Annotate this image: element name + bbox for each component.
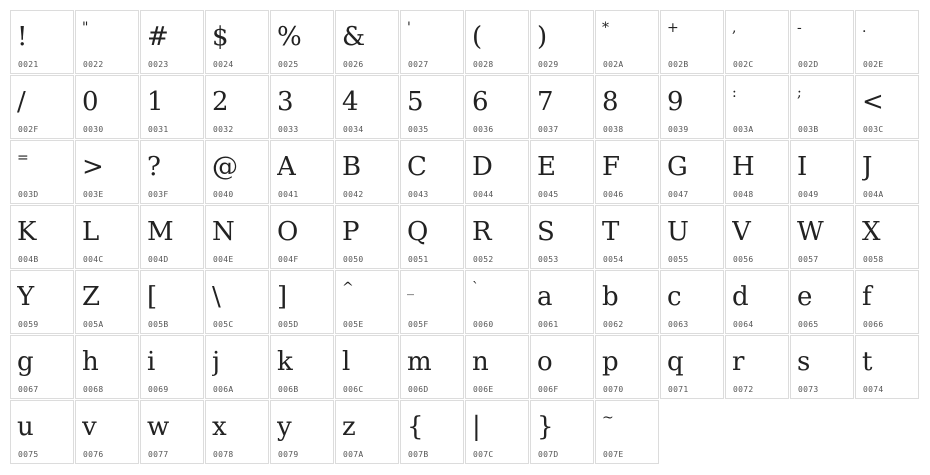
glyph-preview: Q <box>407 217 429 247</box>
glyph-preview: c <box>667 282 682 312</box>
glyph-cell[interactable] <box>465 75 529 139</box>
glyph-preview: L <box>82 217 100 247</box>
glyph-preview: { <box>407 412 424 442</box>
glyph-cell[interactable] <box>270 10 334 74</box>
glyph-preview: n <box>472 347 489 377</box>
glyph-code: 0077 <box>148 450 169 459</box>
glyph-code: 0078 <box>213 450 234 459</box>
glyph-cell[interactable] <box>10 270 74 334</box>
glyph-code: 0073 <box>798 385 819 394</box>
glyph-cell[interactable] <box>75 140 139 204</box>
glyph-code: 0038 <box>603 125 624 134</box>
glyph-cell[interactable] <box>205 75 269 139</box>
glyph-preview: [ <box>147 282 158 312</box>
glyph-code: 003B <box>798 125 819 134</box>
glyph-preview: = <box>17 150 29 166</box>
glyph-preview: H <box>732 152 755 182</box>
glyph-preview: B <box>342 152 362 182</box>
glyph-preview: " <box>82 20 89 36</box>
glyph-cell[interactable] <box>400 335 464 399</box>
glyph-code: 0071 <box>668 385 689 394</box>
glyph-cell[interactable] <box>75 270 139 334</box>
glyph-preview: g <box>17 347 34 377</box>
glyph-cell[interactable] <box>790 75 854 139</box>
glyph-cell[interactable] <box>465 400 529 464</box>
glyph-cell[interactable] <box>205 270 269 334</box>
glyph-cell[interactable] <box>270 335 334 399</box>
glyph-preview: 9 <box>667 87 684 117</box>
glyph-preview: < <box>862 87 884 117</box>
glyph-preview: o <box>537 347 553 377</box>
glyph-preview: * <box>602 20 609 36</box>
glyph-preview: @ <box>212 152 238 182</box>
glyph-cell[interactable] <box>10 400 74 464</box>
glyph-preview: 1 <box>147 87 164 117</box>
glyph-code: 0037 <box>538 125 559 134</box>
glyph-code: 0028 <box>473 60 494 69</box>
glyph-cell[interactable] <box>10 335 74 399</box>
glyph-cell[interactable] <box>660 140 724 204</box>
glyph-code: 002C <box>733 60 754 69</box>
glyph-cell[interactable] <box>725 140 789 204</box>
glyph-cell[interactable] <box>660 270 724 334</box>
glyph-code: 0029 <box>538 60 559 69</box>
glyph-cell[interactable] <box>660 75 724 139</box>
glyph-code: 006A <box>213 385 234 394</box>
glyph-grid <box>10 10 920 465</box>
glyph-cell[interactable] <box>855 270 919 334</box>
glyph-code: 0041 <box>278 190 299 199</box>
glyph-code: 0066 <box>863 320 884 329</box>
glyph-preview: V <box>732 217 751 247</box>
glyph-preview: a <box>537 282 553 312</box>
glyph-code: 005B <box>148 320 169 329</box>
glyph-preview: s <box>797 347 811 377</box>
glyph-code: 0045 <box>538 190 559 199</box>
glyph-code: 005A <box>83 320 104 329</box>
glyph-code: 002B <box>668 60 689 69</box>
glyph-preview: u <box>17 412 34 442</box>
glyph-preview: x <box>212 412 227 442</box>
glyph-preview: / <box>17 87 26 117</box>
glyph-code: 0043 <box>408 190 429 199</box>
glyph-cell[interactable] <box>855 140 919 204</box>
glyph-code: 007A <box>343 450 364 459</box>
glyph-preview: # <box>147 22 169 52</box>
glyph-cell[interactable] <box>790 270 854 334</box>
glyph-preview: m <box>407 347 432 377</box>
glyph-preview: F <box>602 152 621 182</box>
glyph-code: 0069 <box>148 385 169 394</box>
glyph-preview: ^ <box>342 280 354 296</box>
glyph-cell[interactable] <box>140 335 204 399</box>
glyph-preview: , <box>732 20 737 36</box>
glyph-cell[interactable] <box>660 10 724 74</box>
glyph-cell[interactable] <box>530 10 594 74</box>
glyph-code: 006B <box>278 385 299 394</box>
glyph-code: 0062 <box>603 320 624 329</box>
glyph-preview: 6 <box>472 87 489 117</box>
glyph-cell[interactable] <box>465 10 529 74</box>
glyph-code: 0053 <box>538 255 559 264</box>
glyph-cell[interactable] <box>725 10 789 74</box>
glyph-cell[interactable] <box>205 400 269 464</box>
glyph-code: 0057 <box>798 255 819 264</box>
glyph-preview: 4 <box>342 87 359 117</box>
glyph-preview: D <box>472 152 493 182</box>
glyph-cell[interactable] <box>595 10 659 74</box>
glyph-preview: K <box>17 217 37 247</box>
glyph-cell[interactable] <box>140 140 204 204</box>
glyph-cell[interactable] <box>855 75 919 139</box>
glyph-code: 0060 <box>473 320 494 329</box>
glyph-preview: h <box>82 347 99 377</box>
glyph-cell[interactable] <box>400 400 464 464</box>
glyph-preview: | <box>472 412 481 442</box>
glyph-preview: } <box>537 412 554 442</box>
glyph-cell[interactable] <box>75 335 139 399</box>
glyph-code: 005C <box>213 320 234 329</box>
glyph-cell[interactable] <box>335 400 399 464</box>
glyph-code: 0076 <box>83 450 104 459</box>
glyph-code: 0050 <box>343 255 364 264</box>
glyph-cell[interactable] <box>790 10 854 74</box>
glyph-cell[interactable] <box>725 335 789 399</box>
glyph-code: 0051 <box>408 255 429 264</box>
glyph-code: 0054 <box>603 255 624 264</box>
glyph-preview: J <box>862 152 873 182</box>
glyph-code: 0070 <box>603 385 624 394</box>
glyph-code: 0044 <box>473 190 494 199</box>
glyph-preview: T <box>602 217 620 247</box>
glyph-preview: 8 <box>602 87 619 117</box>
glyph-code: 004C <box>83 255 104 264</box>
glyph-preview: ' <box>407 20 411 36</box>
glyph-code: 007C <box>473 450 494 459</box>
glyph-cell[interactable] <box>140 270 204 334</box>
glyph-cell[interactable] <box>465 270 529 334</box>
glyph-code: 004D <box>148 255 169 264</box>
glyph-cell[interactable] <box>855 205 919 269</box>
glyph-cell[interactable] <box>270 75 334 139</box>
glyph-cell[interactable] <box>790 335 854 399</box>
glyph-preview: Y <box>17 282 35 312</box>
glyph-cell[interactable] <box>75 75 139 139</box>
glyph-code: 0063 <box>668 320 689 329</box>
glyph-cell[interactable] <box>465 140 529 204</box>
glyph-code: 0033 <box>278 125 299 134</box>
glyph-preview: + <box>667 20 679 36</box>
glyph-code: 0055 <box>668 255 689 264</box>
glyph-cell[interactable] <box>10 205 74 269</box>
glyph-cell[interactable] <box>10 10 74 74</box>
glyph-cell[interactable] <box>270 400 334 464</box>
glyph-code: 0042 <box>343 190 364 199</box>
glyph-preview: Z <box>82 282 101 312</box>
glyph-code: 006C <box>343 385 364 394</box>
glyph-preview: \ <box>212 282 221 312</box>
glyph-preview: w <box>147 412 170 442</box>
glyph-preview: ? <box>147 152 161 182</box>
glyph-cell[interactable] <box>660 205 724 269</box>
glyph-code: 0079 <box>278 450 299 459</box>
glyph-preview: R <box>472 217 492 247</box>
glyph-cell[interactable] <box>725 75 789 139</box>
glyph-code: 0021 <box>18 60 39 69</box>
glyph-preview: z <box>342 412 356 442</box>
glyph-cell[interactable] <box>335 75 399 139</box>
glyph-preview: ] <box>277 282 288 312</box>
glyph-preview: _ <box>407 280 414 296</box>
glyph-code: 002D <box>798 60 819 69</box>
glyph-preview: C <box>407 152 427 182</box>
glyph-preview: l <box>342 347 351 377</box>
glyph-preview: ~ <box>602 410 614 426</box>
glyph-cell[interactable] <box>595 75 659 139</box>
glyph-preview: i <box>147 347 156 377</box>
glyph-code: 0026 <box>343 60 364 69</box>
glyph-preview: O <box>277 217 299 247</box>
glyph-cell[interactable] <box>855 335 919 399</box>
glyph-code: 0064 <box>733 320 754 329</box>
glyph-code: 0030 <box>83 125 104 134</box>
glyph-cell[interactable] <box>335 10 399 74</box>
glyph-code: 0052 <box>473 255 494 264</box>
glyph-cell[interactable] <box>660 335 724 399</box>
glyph-code: 0067 <box>18 385 39 394</box>
glyph-cell[interactable] <box>530 400 594 464</box>
glyph-preview: A <box>277 152 296 182</box>
glyph-cell[interactable] <box>530 205 594 269</box>
glyph-code: 003D <box>18 190 39 199</box>
glyph-cell[interactable] <box>530 335 594 399</box>
glyph-cell[interactable] <box>140 400 204 464</box>
glyph-preview: M <box>147 217 174 247</box>
glyph-code: 0068 <box>83 385 104 394</box>
glyph-cell[interactable] <box>400 270 464 334</box>
glyph-preview: ; <box>797 85 802 101</box>
glyph-cell[interactable] <box>205 140 269 204</box>
glyph-cell[interactable] <box>75 205 139 269</box>
glyph-preview: X <box>862 217 881 247</box>
glyph-preview: - <box>797 20 802 36</box>
glyph-code: 0074 <box>863 385 884 394</box>
glyph-code: 0024 <box>213 60 234 69</box>
glyph-preview: f <box>862 282 872 312</box>
glyph-code: 003C <box>863 125 884 134</box>
glyph-code: 0048 <box>733 190 754 199</box>
glyph-cell[interactable] <box>270 270 334 334</box>
glyph-cell[interactable] <box>530 270 594 334</box>
glyph-preview: r <box>732 347 745 377</box>
glyph-code: 0056 <box>733 255 754 264</box>
glyph-preview: ` <box>472 280 479 296</box>
glyph-code: 0023 <box>148 60 169 69</box>
glyph-code: 0034 <box>343 125 364 134</box>
glyph-code: 0039 <box>668 125 689 134</box>
glyph-cell[interactable] <box>595 205 659 269</box>
glyph-preview: E <box>537 152 556 182</box>
glyph-cell[interactable] <box>400 205 464 269</box>
glyph-code: 0058 <box>863 255 884 264</box>
glyph-preview: ) <box>537 22 548 52</box>
glyph-cell[interactable] <box>270 140 334 204</box>
glyph-preview: 3 <box>277 87 294 117</box>
glyph-cell[interactable] <box>725 205 789 269</box>
glyph-cell[interactable] <box>10 75 74 139</box>
glyph-preview: ( <box>472 22 483 52</box>
glyph-cell[interactable] <box>75 400 139 464</box>
glyph-code: 005E <box>343 320 364 329</box>
glyph-preview: & <box>342 22 366 52</box>
glyph-cell[interactable] <box>530 75 594 139</box>
glyph-cell[interactable] <box>595 400 659 464</box>
glyph-preview: P <box>342 217 360 247</box>
glyph-code: 006F <box>538 385 559 394</box>
glyph-cell[interactable] <box>790 140 854 204</box>
glyph-cell[interactable] <box>595 335 659 399</box>
glyph-code: 004A <box>863 190 884 199</box>
glyph-cell[interactable] <box>335 270 399 334</box>
glyph-cell[interactable] <box>465 335 529 399</box>
glyph-cell[interactable] <box>400 10 464 74</box>
glyph-code: 006E <box>473 385 494 394</box>
glyph-cell[interactable] <box>335 140 399 204</box>
glyph-code: 002E <box>863 60 884 69</box>
glyph-code: 004F <box>278 255 299 264</box>
glyph-code: 0059 <box>18 320 39 329</box>
glyph-code: 003F <box>148 190 169 199</box>
glyph-code: 007E <box>603 450 624 459</box>
glyph-cell[interactable] <box>595 270 659 334</box>
glyph-preview: S <box>537 217 555 247</box>
glyph-preview: d <box>732 282 749 312</box>
glyph-preview: W <box>797 217 824 247</box>
glyph-cell[interactable] <box>400 75 464 139</box>
glyph-cell[interactable] <box>75 10 139 74</box>
glyph-cell[interactable] <box>140 10 204 74</box>
glyph-code: 0061 <box>538 320 559 329</box>
glyph-preview: q <box>667 347 684 377</box>
glyph-preview: G <box>667 152 688 182</box>
glyph-code: 0032 <box>213 125 234 134</box>
glyph-cell[interactable] <box>140 205 204 269</box>
glyph-code: 0046 <box>603 190 624 199</box>
glyph-cell[interactable] <box>335 205 399 269</box>
glyph-cell[interactable] <box>855 10 919 74</box>
glyph-code: 0031 <box>148 125 169 134</box>
glyph-cell[interactable] <box>10 140 74 204</box>
glyph-preview: U <box>667 217 689 247</box>
glyph-code: 003E <box>83 190 104 199</box>
glyph-cell[interactable] <box>400 140 464 204</box>
glyph-cell[interactable] <box>205 10 269 74</box>
glyph-preview: k <box>277 347 293 377</box>
glyph-preview: > <box>82 152 104 182</box>
glyph-code: 0025 <box>278 60 299 69</box>
glyph-cell[interactable] <box>270 205 334 269</box>
glyph-preview: y <box>277 412 292 442</box>
glyph-code: 006D <box>408 385 429 394</box>
glyph-cell[interactable] <box>790 205 854 269</box>
glyph-preview: $ <box>212 22 229 52</box>
glyph-preview: ! <box>17 22 28 52</box>
glyph-cell[interactable] <box>595 140 659 204</box>
glyph-cell[interactable] <box>205 205 269 269</box>
glyph-code: 0047 <box>668 190 689 199</box>
glyph-preview: p <box>602 347 619 377</box>
glyph-preview: 0 <box>82 87 99 117</box>
glyph-preview: . <box>862 20 867 36</box>
glyph-code: 004E <box>213 255 234 264</box>
glyph-code: 005F <box>408 320 429 329</box>
glyph-preview: t <box>862 347 873 377</box>
glyph-cell[interactable] <box>335 335 399 399</box>
glyph-cell[interactable] <box>465 205 529 269</box>
glyph-code: 007D <box>538 450 559 459</box>
glyph-preview: j <box>212 347 221 377</box>
glyph-code: 007B <box>408 450 429 459</box>
glyph-code: 0036 <box>473 125 494 134</box>
glyph-preview: 7 <box>537 87 554 117</box>
glyph-code: 0075 <box>18 450 39 459</box>
glyph-code: 0065 <box>798 320 819 329</box>
glyph-cell[interactable] <box>725 270 789 334</box>
glyph-preview: : <box>732 85 737 101</box>
glyph-preview: 5 <box>407 87 424 117</box>
glyph-cell[interactable] <box>205 335 269 399</box>
glyph-preview: % <box>277 22 302 52</box>
glyph-code: 0027 <box>408 60 429 69</box>
glyph-code: 005D <box>278 320 299 329</box>
glyph-preview: I <box>797 152 808 182</box>
glyph-code: 003A <box>733 125 754 134</box>
glyph-code: 0072 <box>733 385 754 394</box>
glyph-preview: 2 <box>212 87 229 117</box>
glyph-preview: e <box>797 282 813 312</box>
glyph-cell[interactable] <box>140 75 204 139</box>
glyph-code: 0022 <box>83 60 104 69</box>
glyph-code: 004B <box>18 255 39 264</box>
glyph-code: 0040 <box>213 190 234 199</box>
glyph-preview: b <box>602 282 619 312</box>
glyph-cell[interactable] <box>530 140 594 204</box>
glyph-preview: N <box>212 217 235 247</box>
glyph-code: 002F <box>18 125 39 134</box>
glyph-code: 0035 <box>408 125 429 134</box>
glyph-code: 0049 <box>798 190 819 199</box>
glyph-code: 002A <box>603 60 624 69</box>
glyph-preview: v <box>82 412 97 442</box>
